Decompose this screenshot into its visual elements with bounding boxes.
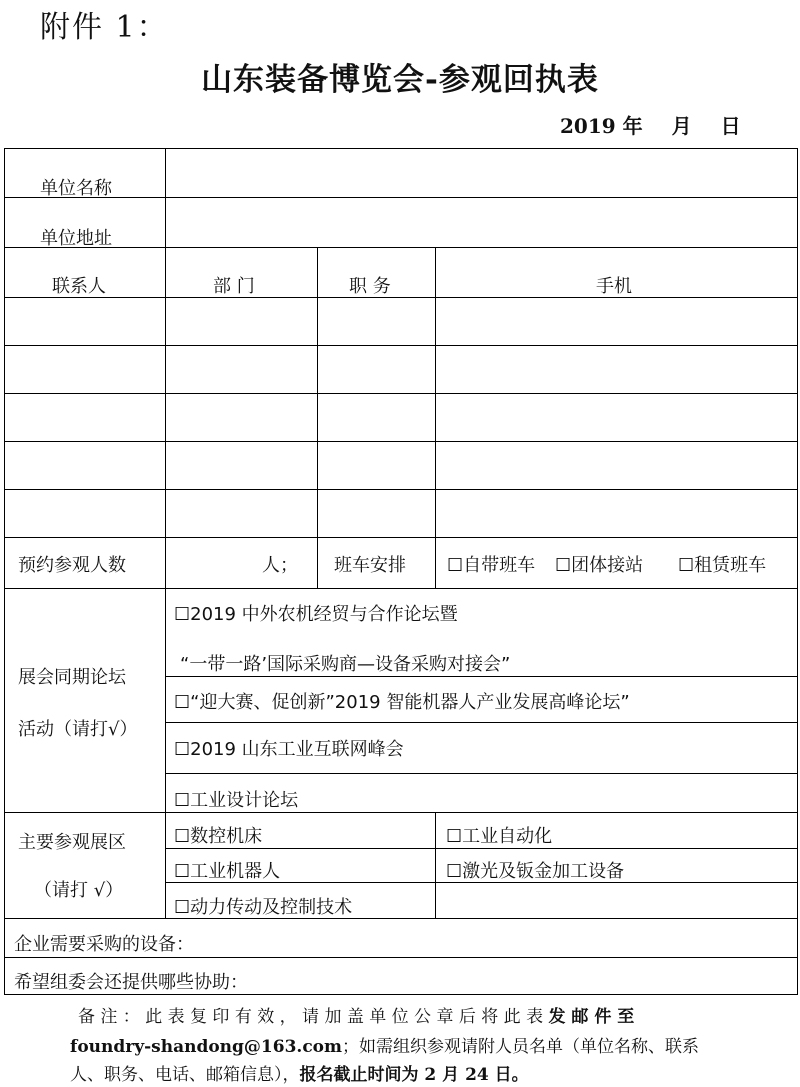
row-divider [4,247,798,248]
row-divider [4,345,798,346]
row-divider [4,489,798,490]
col-divider [165,148,166,918]
unit-address-label: 单位地址 [40,228,112,249]
row-divider [4,197,798,198]
forum-option-internet[interactable]: ☐2019 山东工业互联网峰会 [174,739,404,760]
note-text-d: 人、职务、电话、邮箱信息）， [70,1065,300,1085]
date-year: 2019 年 [560,114,643,138]
date-month: 月 [671,114,692,138]
row-divider [165,773,798,774]
note-text-c: ；如需组织参观请附人员名单（单位名称、联系 [342,1037,700,1057]
zone-option-automation[interactable]: ☐工业自动化 [446,826,553,847]
note-deadline: 报名截止时间为 2 月 24 日。 [299,1065,529,1085]
note-text-a: 备 注 ： 此 表 复 印 有 效 ， 请 加 盖 单 位 公 章 后 将 此 表 [78,1007,549,1027]
zone-label-line2: （请打 √） [34,880,124,901]
col-header-mobile: 手机 [596,276,632,297]
table-border-top [4,148,798,149]
col-divider [435,247,436,588]
table-border-left [4,148,5,994]
row-divider [165,722,798,723]
table-border-bottom [4,994,798,995]
assist-label: 希望组委会还提供哪些协助： [14,972,248,993]
forum-label-line2: 活动（请打√） [18,719,138,740]
zone-option-laser[interactable]: ☐激光及钣金加工设备 [446,861,625,882]
row-divider [4,393,798,394]
zone-option-transmission[interactable]: ☐动力传动及控制技术 [174,897,353,918]
zone-option-cnc[interactable]: ☐数控机床 [174,826,263,847]
note-line1 [78,1002,634,1027]
col-divider [435,812,436,918]
bus-option-rental[interactable]: ☐租赁班车 [678,555,767,576]
col-divider [317,247,318,588]
equipment-label: 企业需要采购的设备： [14,934,194,955]
note-text-b: 发 邮 件 至 [548,1007,635,1027]
note-email: foundry-shandong@163.com [70,1037,343,1057]
forum-option-agri[interactable]: ☐2019 中外农机经贸与合作论坛暨 [174,604,458,625]
forum-option-robot[interactable]: ☐“迎大赛、促创新”2019 智能机器人产业发展高峰论坛” [174,692,630,713]
row-divider [4,957,798,958]
note-line2 [70,1032,699,1057]
col-header-contact: 联系人 [52,276,106,297]
bus-option-pickup[interactable]: ☐团体接站 [555,555,644,576]
forum-label-line1: 展会同期论坛 [18,667,126,688]
page-title: 山东装备博览会-参观回执表 [201,62,599,98]
row-divider [165,676,798,677]
row-divider [4,297,798,298]
col-header-department: 部 门 [213,276,255,297]
row-divider [4,441,798,442]
row-divider [4,537,798,538]
date-day: 日 [720,114,741,138]
forum-option-design[interactable]: ☐工业设计论坛 [174,790,299,811]
row-divider [4,918,798,919]
unit-name-label: 单位名称 [40,178,112,199]
visitors-unit: 人； [262,555,298,576]
row-divider [4,812,798,813]
forum-option-agri-cont: “一带一路’国际采购商—设备采购对接会” [180,654,511,675]
col-header-position: 职 务 [349,276,391,297]
zone-label-line1: 主要参观展区 [18,832,126,853]
date-line [560,110,741,139]
bus-option-own[interactable]: ☐自带班车 [447,555,536,576]
bus-label: 班车安排 [334,555,406,576]
row-divider [165,848,798,849]
table-border-right [797,148,798,994]
attachment-label: 附件 1： [40,10,169,45]
row-divider [4,588,798,589]
visitors-label: 预约参观人数 [18,555,126,576]
note-line3 [70,1060,529,1085]
zone-option-robot[interactable]: ☐工业机器人 [174,861,281,882]
